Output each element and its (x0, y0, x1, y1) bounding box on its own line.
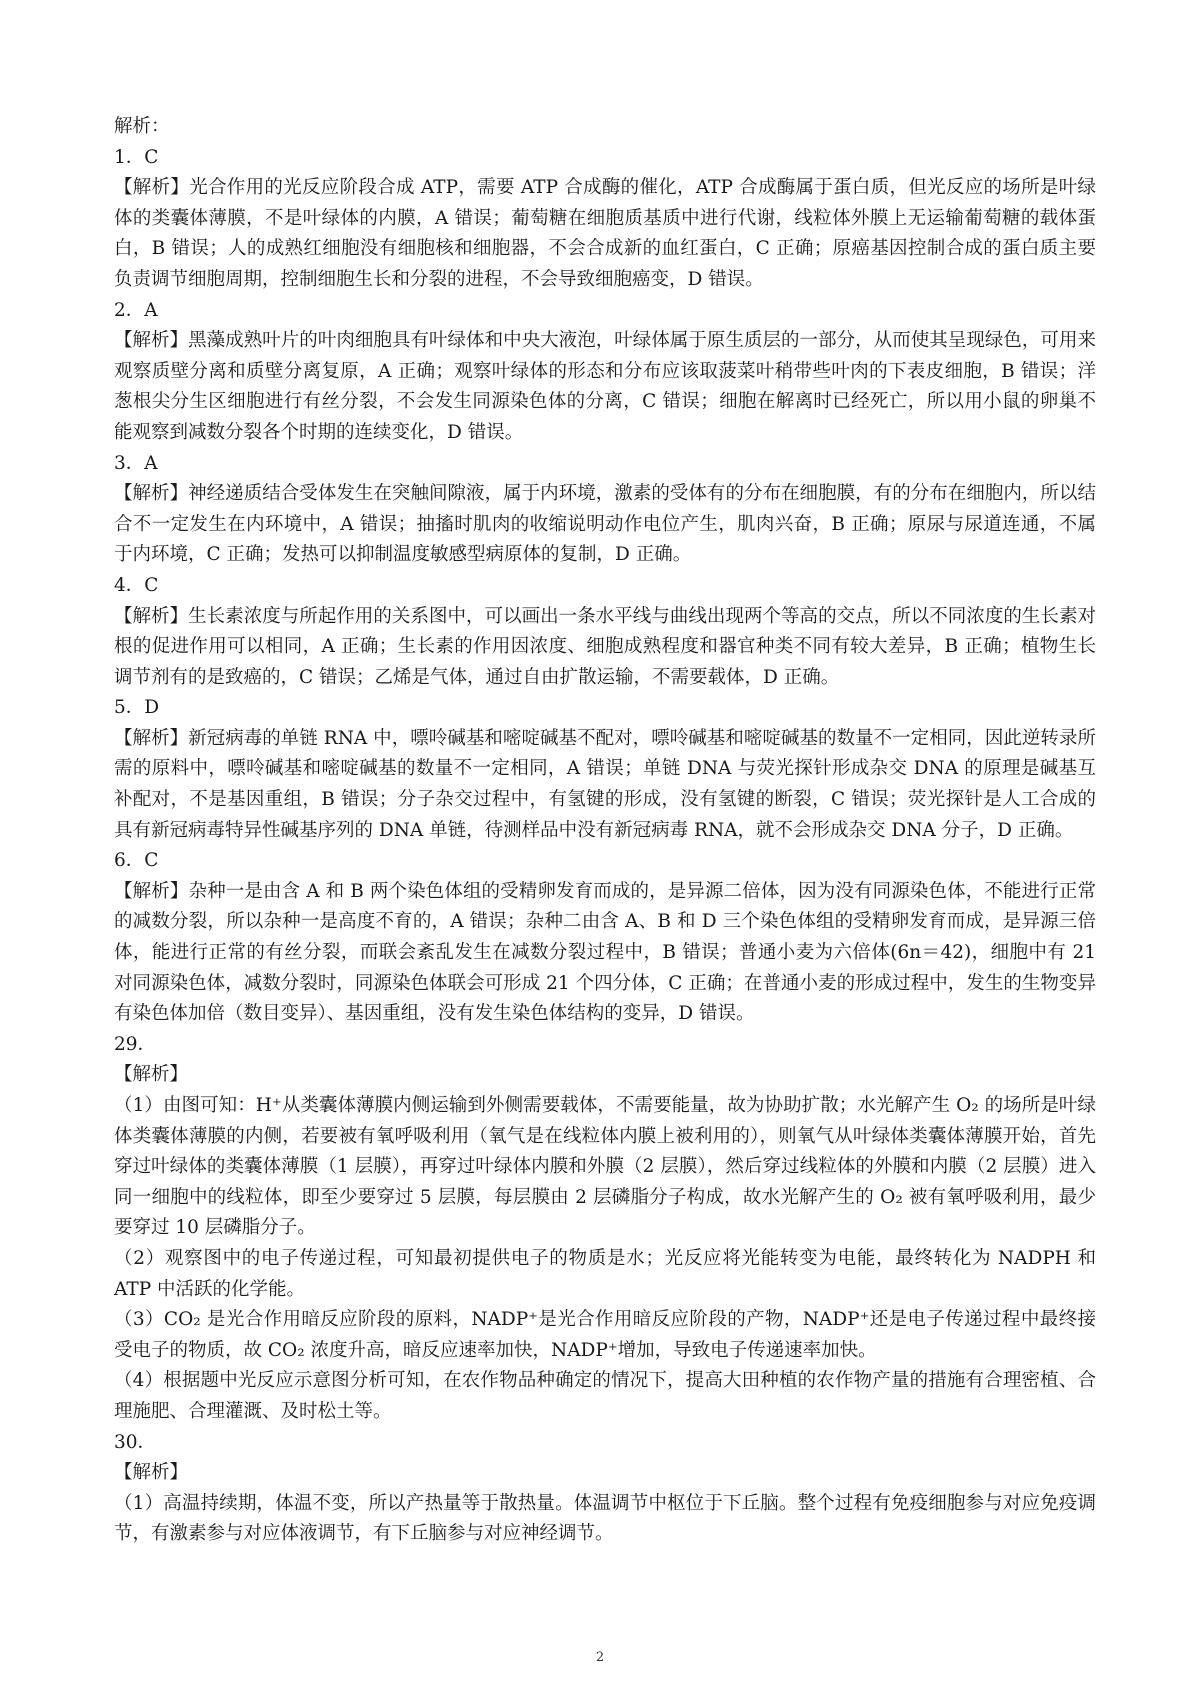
explanation-paragraph: 【解析】黑藻成熟叶片的叶肉细胞具有叶绿体和中央大液泡，叶绿体属于原生质层的一部分，从而使其呈现绿色，可用来观察质壁分离和质壁分离复原，A 正确；观察叶绿体的形态和分布应该取菠菜叶稍带些叶肉的下表皮细胞，B 错误；洋葱根尖分生区细胞进行有丝分裂，不会发生同源染色体的分离，C 错误；细胞在解离时已经死亡，所以用小鼠的卵巢不能观察到减数分裂各个时期的连续变化，D 错误。 (114, 330, 1096, 443)
question-3 (114, 449, 1096, 571)
page-number: 2 (595, 1650, 605, 1665)
question-5 (114, 693, 1096, 846)
explanation-label: 【解析】 (114, 1462, 189, 1484)
explanation-paragraph: 【解析】杂种一是由含 A 和 B 两个染色体组的受精卵发育而成的，是异源二倍体，因为没有同源染色体，不能进行正常的减数分裂，所以杂种一是高度不育的，A 错误；杂种二由含 A、B 和 D 三个染色体组的受精卵发育而成，是异源三倍体，能进行正常的有丝分裂，而联会紊乱发生在减数分裂过程中，B 错误；普通小麦为六倍体(6n＝42)，细胞中有 21 对同源染色体，减数分裂时，同源染色体联会可形成 21 个四分体，C 正确；在普通小麦的形成过程中，发生的生物变异有染色体加倍（数目变异）、基因重组，没有发生染色体结构的变异，D 错误。 (114, 880, 1096, 1025)
question-6 (114, 846, 1096, 1030)
explanation-paragraph: （3）CO₂ 是光合作用暗反应阶段的原料，NADP⁺是光合作用暗反应阶段的产物，NADP⁺还是电子传递过程中最终接受电子的物质，故 CO₂ 浓度升高，暗反应速率加快，NADP⁺增加，导致电子传递速率加快。 (114, 1309, 1096, 1361)
question-number: 2．A (114, 299, 158, 321)
answer-heading: 解析： (114, 116, 170, 137)
question-29 (114, 1030, 1096, 1428)
explanation-paragraph: 【解析】新冠病毒的单链 RNA 中，嘌呤碱基和嘧啶碱基不配对，嘌呤碱基和嘧啶碱基的数量不一定相同，因此逆转录所需的原料中，嘌呤碱基和嘧啶碱基的数量不一定相同，A 错误；单链 DNA 与荧光探针形成杂交 DNA 的原理是碱基互补配对，不是基因重组，B 错误；分子杂交过程中，有氢键的形成，没有氢键的断裂，C 错误；荧光探针是人工合成的具有新冠病毒特异性碱基序列的 DNA 单链，待测样品中没有新冠病毒 RNA，就不会形成杂交 DNA 分子，D 正确。 (114, 727, 1096, 841)
explanation-paragraph: （1）高温持续期，体温不变，所以产热量等于散热量。体温调节中枢位于下丘脑。整个过程有免疫细胞参与对应免疫调节，有激素参与对应体液调节，有下丘脑参与对应神经调节。 (114, 1492, 1096, 1545)
explanation-paragraph: 【解析】生长素浓度与所起作用的关系图中，可以画出一条水平线与曲线出现两个等高的交点，所以不同浓度的生长素对根的促进作用可以相同，A 正确；生长素的作用因浓度、细胞成熟程度和器官种类不同有较大差异，B 正确；植物生长调节剂有的是致癌的，C 错误；乙烯是气体，通过自由扩散运输，不需要载体，D 正确。 (114, 605, 1096, 688)
question-number: 4．C (114, 574, 159, 596)
explanation-paragraph: （1）由图可知：H⁺从类囊体薄膜内侧运输到外侧需要载体，不需要能量，故为协助扩散；水光解产生 O₂ 的场所是叶绿体类囊体薄膜的内侧，若要被有氧呼吸利用（氧气是在线粒体内膜上被利用的），则氧气从叶绿体类囊体薄膜开始，首先穿过叶绿体的类囊体薄膜（1 层膜），再穿过叶绿体内膜和外膜（2 层膜），然后穿过线粒体的外膜和内膜（2 层膜）进入同一细胞中的线粒体，即至少要穿过 5 层膜，每层膜由 2 层磷脂分子构成，故水光解产生的 O₂ 被有氧呼吸利用，最少要穿过 10 层磷脂分子。 (114, 1095, 1096, 1239)
explanation-label: 【解析】 (114, 1064, 189, 1086)
explanation-paragraph: （4）根据题中光反应示意图分析可知，在农作物品种确定的情况下，提高大田种植的农作物产量的措施有合理密植、合理施肥、合理灌溉、及时松土等。 (114, 1370, 1096, 1422)
question-number: 30． (114, 1431, 157, 1453)
question-number: 6．C (114, 850, 159, 872)
question-number: 29． (114, 1033, 157, 1055)
question-30 (114, 1428, 1096, 1550)
question-number: 5．D (114, 697, 160, 719)
question-1 (114, 143, 1096, 296)
question-4 (114, 571, 1096, 693)
explanation-paragraph: 【解析】光合作用的光反应阶段合成 ATP，需要 ATP 合成酶的催化，ATP 合成酶属于蛋白质，但光反应的场所是叶绿体的类囊体薄膜，不是叶绿体的内膜，A 错误；葡萄糖在细胞质基质中进行代谢，线粒体外膜上无运输葡萄糖的载体蛋白，B 错误；人的成熟红细胞没有细胞核和细胞器，不会合成新的血红蛋白，C 正确；原癌基因控制合成的蛋白质主要负责调节细胞周期，控制细胞生长和分裂的进程，不会导致细胞癌变，D 错误。 (114, 177, 1096, 290)
question-2 (114, 296, 1096, 449)
question-number: 1．C (114, 146, 159, 168)
question-number: 3．A (114, 452, 158, 474)
explanation-paragraph: 【解析】神经递质结合受体发生在突触间隙液，属于内环境，激素的受体有的分布在细胞膜，有的分布在细胞内，所以结合不一定发生在内环境中，A 错误；抽搐时肌肉的收缩说明动作电位产生，肌肉兴奋，B 正确；原尿与尿道连通，不属于内环境，C 正确；发热可以抑制温度敏感型病原体的复制，D 正确。 (114, 483, 1096, 566)
explanation-paragraph: （2）观察图中的电子传递过程，可知最初提供电子的物质是水；光反应将光能转变为电能，最终转化为 NADPH 和 ATP 中活跃的化学能。 (114, 1247, 1096, 1300)
